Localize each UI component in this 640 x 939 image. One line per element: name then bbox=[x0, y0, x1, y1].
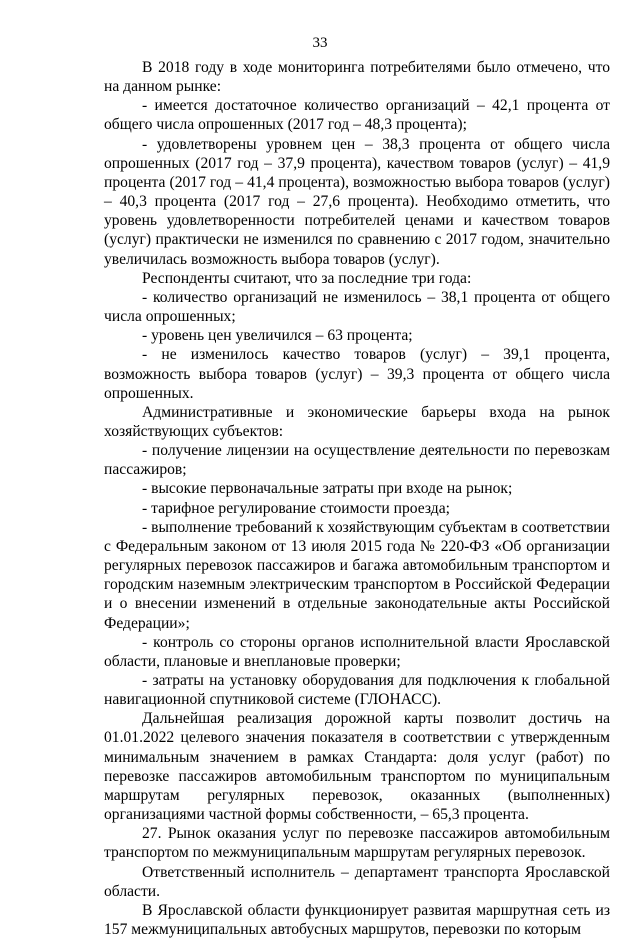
document-body bbox=[104, 58, 610, 939]
paragraph: - тарифное регулирование стоимости проезда; bbox=[142, 499, 450, 517]
paragraph: - уровень цен увеличился – 63 процента; bbox=[142, 327, 413, 345]
paragraph: - удовлетворены уровнем цен – 38,3 процента от общего числа опрошенных (2017 год – 37,9 процента), качеством товаров (услуг) – 41,9 процента (2017 год – 41,4 процента), возможностью выбора товаров (услуг) – 40,3 процента (2017 год – 27,6 процента). Необходимо отметить, что уровень удовлетворенности потребителей ценами и качеством товаров (услуг) практически не изменился по сравнению с 2017 годом, значительно увеличилась возможность выбора товаров (услуг). bbox=[104, 135, 610, 268]
paragraph: - получение лицензии на осуществление деятельности по перевозкам пассажиров; bbox=[104, 442, 610, 479]
paragraph: Ответственный исполнитель – департамент транспорта Ярославской области. bbox=[104, 863, 610, 900]
paragraph: - выполнение требований к хозяйствующим субъектам в соответствии с Федеральным законом от 13 июля 2015 года № 220-ФЗ «Об организации регулярных перевозок пассажиров и багажа автомобильным транспортом и городским наземным электрическим транспортом в Российской Федерации и о внесении изменений в отдельные законодательные акты Российской Федерации»; bbox=[104, 518, 610, 632]
paragraph: Административные и экономические барьеры входа на рынок хозяйствующих субъектов: bbox=[104, 403, 610, 440]
paragraph: - не изменилось качество товаров (услуг) – 39,1 процента, возможность выбора товаров (услуг) – 39,3 процента от общего числа опрошенных. bbox=[104, 346, 610, 402]
paragraph: - высокие первоначальные затраты при входе на рынок; bbox=[142, 480, 513, 498]
paragraph: В Ярославской области функционирует развитая маршрутная сеть из 157 межмуниципальных автобусных маршрутов, перевозки по которым bbox=[104, 901, 610, 939]
paragraph: - контроль со стороны органов исполнительной власти Ярославской области, плановые и внеплановые проверки; bbox=[104, 633, 610, 670]
paragraph: Респонденты считают, что за последние три года: bbox=[142, 269, 472, 287]
paragraph: - количество организаций не изменилось – 38,1 процента от общего числа опрошенных; bbox=[104, 288, 610, 326]
paragraph: Дальнейшая реализация дорожной карты позволит достичь на 01.01.2022 целевого значения показателя в соответствии с утвержденным минимальным значением в рамках Стандарта: доля услуг (работ) по перевозке пассажиров автомобильным транспортом по муниципальным маршрутам регулярных перевозок, оказанных (выполненных) организациями частной формы собственности, – 65,3 процента. bbox=[104, 710, 610, 824]
paragraph: - затраты на установку оборудования для подключения к глобальной навигационной спутниковой системе (ГЛОНАСС). bbox=[104, 672, 610, 709]
page-number: 33 bbox=[312, 35, 328, 51]
paragraph: - имеется достаточное количество организаций – 42,1 процента от общего числа опрошенных (2017 год – 48,3 процента); bbox=[104, 97, 610, 134]
paragraph: В 2018 году в ходе мониторинга потребителями было отмечено, что на данном рынке: bbox=[104, 59, 610, 96]
paragraph: 27. Рынок оказания услуг по перевозке пассажиров автомобильным транспортом по межмуниципальным маршрутам регулярных перевозок. bbox=[104, 825, 610, 862]
